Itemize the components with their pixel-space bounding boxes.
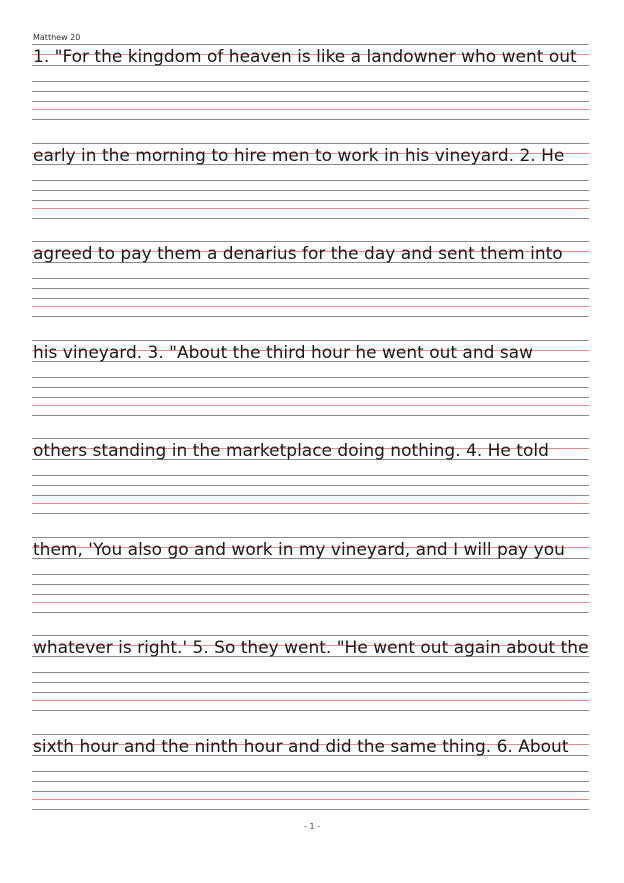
guide-rule-gray <box>32 513 589 514</box>
guide-rule-gray <box>32 781 589 782</box>
guide-rule-gray <box>32 190 589 191</box>
guide-rule-gray <box>32 218 589 219</box>
guide-rule-gray <box>32 387 589 388</box>
guide-rule-gray <box>32 91 589 92</box>
guide-rule-gray <box>32 316 589 317</box>
scripture-line: 1. "For the kingdom of heaven is like a landowner who went out <box>33 47 577 67</box>
guide-rule-gray <box>32 288 589 289</box>
guide-rule-pink <box>32 799 589 800</box>
guide-rule-gray <box>32 791 589 792</box>
guide-rule-gray <box>32 682 589 683</box>
guide-rule-pink <box>32 306 589 307</box>
guide-rule-gray <box>32 734 589 735</box>
scripture-line: others standing in the marketplace doing nothing. 4. He told <box>33 441 549 461</box>
guide-rule-gray <box>32 594 589 595</box>
guide-rule-gray <box>32 241 589 242</box>
guide-rule-gray <box>32 635 589 636</box>
guide-rule-gray <box>32 537 589 538</box>
guide-rule-gray <box>32 438 589 439</box>
guide-rule-pink <box>32 405 589 406</box>
guide-rule-pink <box>32 208 589 209</box>
guide-rule-gray <box>32 584 589 585</box>
guide-rule-pink <box>32 503 589 504</box>
guide-rule-gray <box>32 44 589 45</box>
guide-rule-gray <box>32 200 589 201</box>
guide-rule-gray <box>32 180 589 181</box>
scripture-line: them, 'You also go and work in my vineyard, and I will pay you <box>33 540 565 560</box>
page-header-title: Matthew 20 <box>33 33 81 42</box>
guide-rule-gray <box>32 485 589 486</box>
guide-rule-gray <box>32 475 589 476</box>
guide-rule-gray <box>32 81 589 82</box>
guide-rule-gray <box>32 574 589 575</box>
guide-rule-gray <box>32 340 589 341</box>
guide-rule-gray <box>32 672 589 673</box>
guide-rule-gray <box>32 298 589 299</box>
guide-rule-gray <box>32 119 589 120</box>
guide-rule-pink <box>32 602 589 603</box>
guide-rule-gray <box>32 101 589 102</box>
scripture-line: sixth hour and the ninth hour and did the same thing. 6. About <box>33 737 569 757</box>
guide-rule-pink <box>32 109 589 110</box>
guide-rule-gray <box>32 771 589 772</box>
guide-rule-gray <box>32 377 589 378</box>
page-number: - 1 - <box>304 822 320 831</box>
scripture-line: agreed to pay them a denarius for the day and sent them into <box>33 244 563 264</box>
scripture-line: his vineyard. 3. "About the third hour he went out and saw <box>33 343 533 363</box>
scripture-line: whatever is right.' 5. So they went. "He went out again about the <box>33 638 589 658</box>
guide-rule-gray <box>32 397 589 398</box>
guide-rule-pink <box>32 700 589 701</box>
guide-rule-gray <box>32 495 589 496</box>
guide-rule-gray <box>32 612 589 613</box>
guide-rule-gray <box>32 809 589 810</box>
handwriting-practice-sheet <box>32 0 589 883</box>
guide-rule-gray <box>32 415 589 416</box>
guide-rule-gray <box>32 143 589 144</box>
scripture-line: early in the morning to hire men to work in his vineyard. 2. He <box>33 146 565 166</box>
guide-rule-gray <box>32 278 589 279</box>
guide-rule-gray <box>32 692 589 693</box>
guide-rule-gray <box>32 710 589 711</box>
